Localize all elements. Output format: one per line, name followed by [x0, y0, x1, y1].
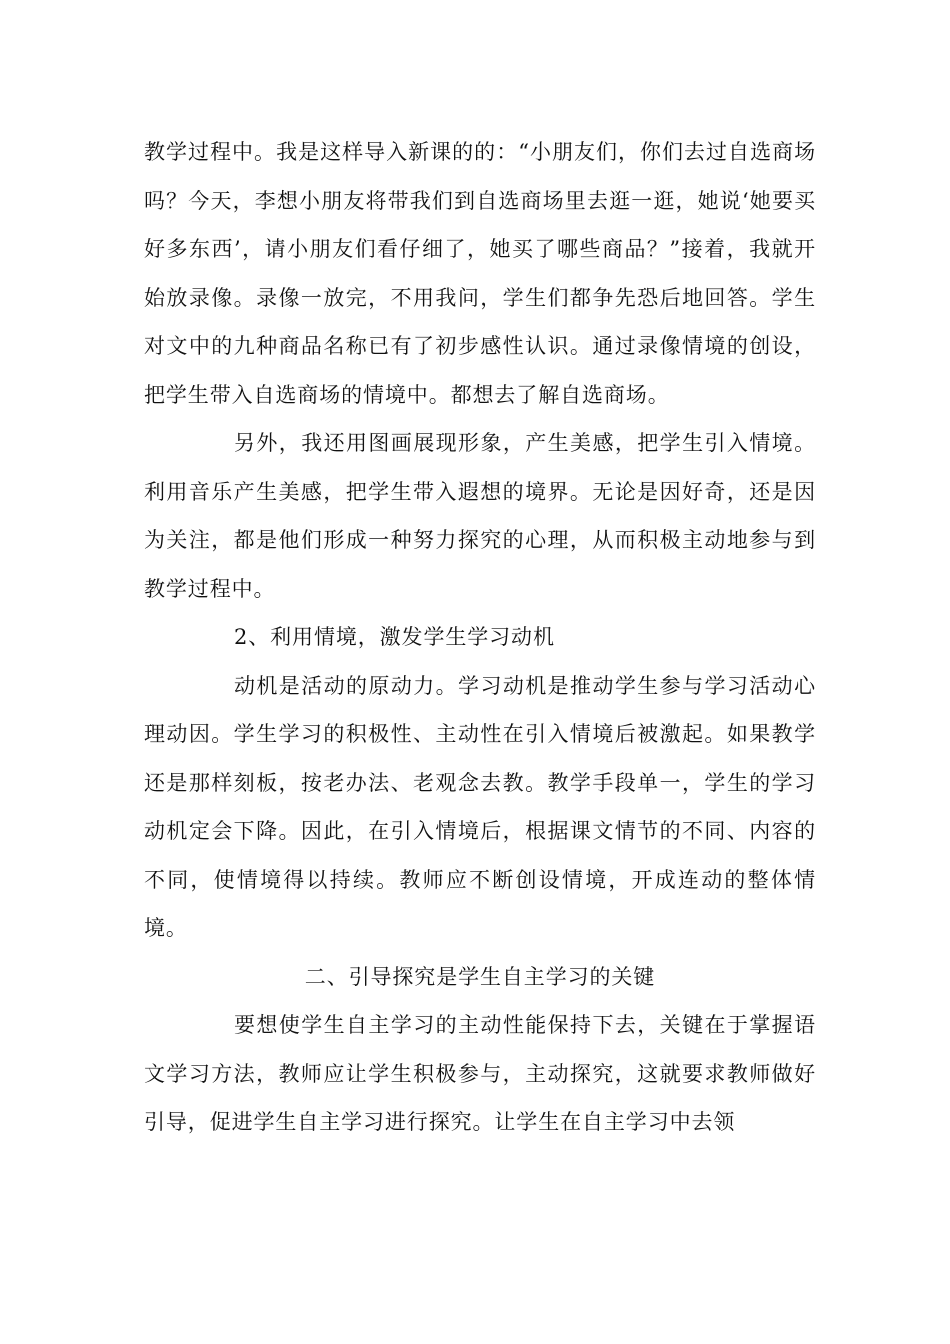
paragraph-motivation: 动机是活动的原动力。学习动机是推动学生参与学习活动心理动因。学生学习的积极性、主动性在引入情境后被激起。如果教学还是那样刻板，按老办法、老观念去教。教学手段单一，学生的学习动机定会下降。因此，在引入情境后，根据课文情节的不同、内容的不同，使情境得以持续。教师应不断创设情境，开成连动的整体情境。	[144, 673, 816, 940]
document-body	[144, 128, 816, 1147]
subheading-motivation: 2、利用情境，激发学生学习动机	[234, 625, 555, 649]
paragraph-pictures-music: 另外，我还用图画展现形象，产生美感，把学生引入情境。利用音乐产生美感，把学生带入遐想的境界。无论是因好奇，还是因为关注，都是他们形成一种努力探究的心理，从而积极主动地参与到教学过程中。	[144, 431, 816, 601]
paragraph-guided-inquiry: 要想使学生自主学习的主动性能保持下去，关键在于掌握语文学习方法，教师应让学生积极参与，主动探究，这就要求教师做好引导，促进学生自主学习进行探究。让学生在自主学习中去领	[144, 1013, 816, 1134]
section-heading-guided-inquiry: 二、引导探究是学生自主学习的关键	[304, 964, 656, 989]
paragraph-intro-continued: 教学过程中。我是这样导入新课的的：“小朋友们，你们去过自选商场吗？今天，李想小朋友将带我们到自选商场里去逛一逛，她说‘她要买好多东西’，请小朋友们看仔细了，她买了哪些商品？”接着，我就开始放录像。录像一放完，不用我问，学生们都争先恐后地回答。学生对文中的九种商品名称已有了初步感性认识。通过录像情境的创设，把学生带入自选商场的情境中。都想去了解自选商场。	[144, 140, 816, 407]
